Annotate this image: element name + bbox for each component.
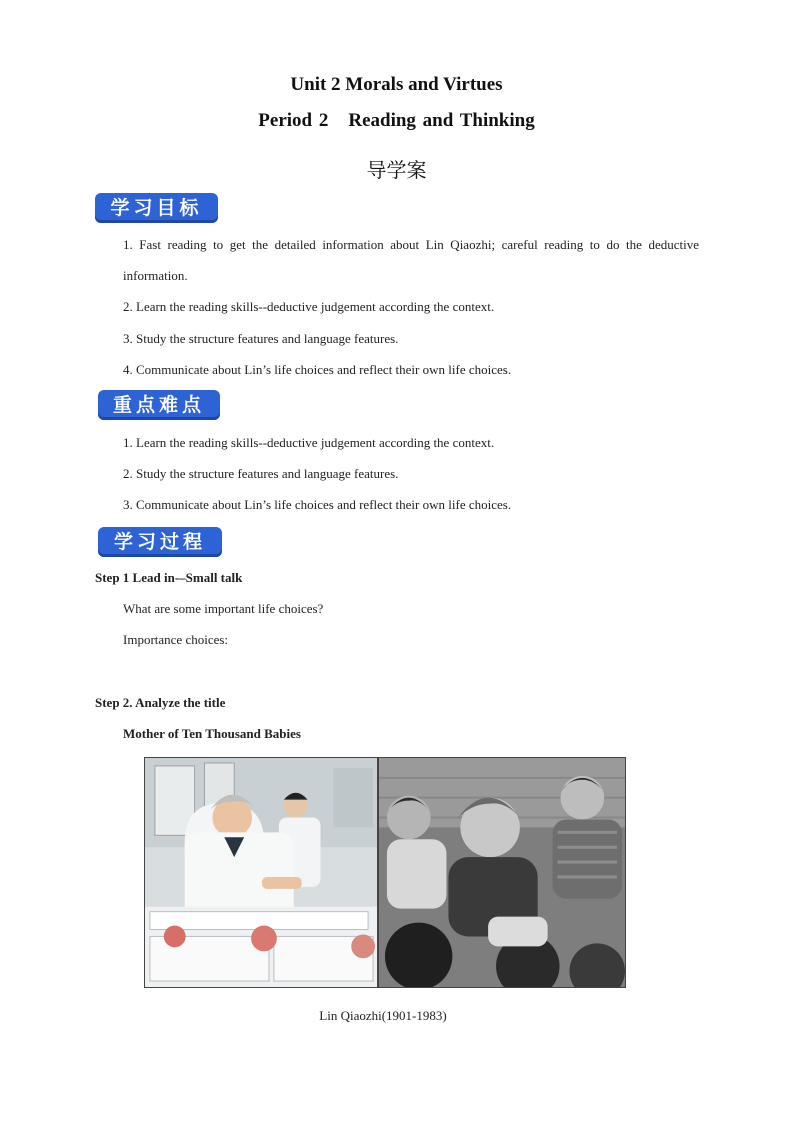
step1-heading: Step 1 Lead in-–Small talk — [95, 570, 243, 585]
step1-prompt: Importance choices: — [123, 632, 229, 647]
photo-nursery-image — [145, 758, 377, 987]
objective-item: 4. Communicate about Lin’s life choices and reflect their own life choices. — [123, 362, 512, 377]
step1-question: What are some important life choices? — [123, 601, 324, 616]
objective-item: information. — [123, 268, 188, 283]
process-badge: 学习过程 — [98, 527, 222, 557]
step2-subtitle: Mother of Ten Thousand Babies — [123, 726, 301, 741]
period-title — [0, 110, 793, 132]
period-topic: Reading and Thinking — [348, 110, 535, 131]
step2-heading: Step 2. Analyze the title — [95, 695, 226, 710]
objective-item: 3. Study the structure features and language features. — [123, 331, 399, 346]
objectives-badge: 学习目标 — [95, 193, 218, 223]
key-point-item: 1. Learn the reading skills--deductive judgement according the context. — [123, 435, 495, 450]
unit-title: Unit 2 Morals and Virtues — [290, 74, 503, 95]
photo-children — [378, 757, 626, 988]
period-label: Period 2 — [258, 110, 329, 131]
objective-item: 1. Fast reading to get the detailed information about Lin Qiaozhi; careful reading to do the deductive — [123, 237, 699, 252]
photo-nursery — [144, 757, 378, 988]
objective-item: 2. Learn the reading skills--deductive judgement according the context. — [123, 299, 495, 314]
key-points-badge: 重点难点 — [98, 390, 220, 420]
doc-type-title: 导学案 — [366, 158, 427, 182]
photo-children-image — [379, 758, 625, 987]
figure-caption: Lin Qiaozhi(1901-1983) — [319, 1008, 447, 1023]
key-point-item: 2. Study the structure features and language features. — [123, 466, 399, 481]
key-point-item: 3. Communicate about Lin’s life choices and reflect their own life choices. — [123, 497, 512, 512]
